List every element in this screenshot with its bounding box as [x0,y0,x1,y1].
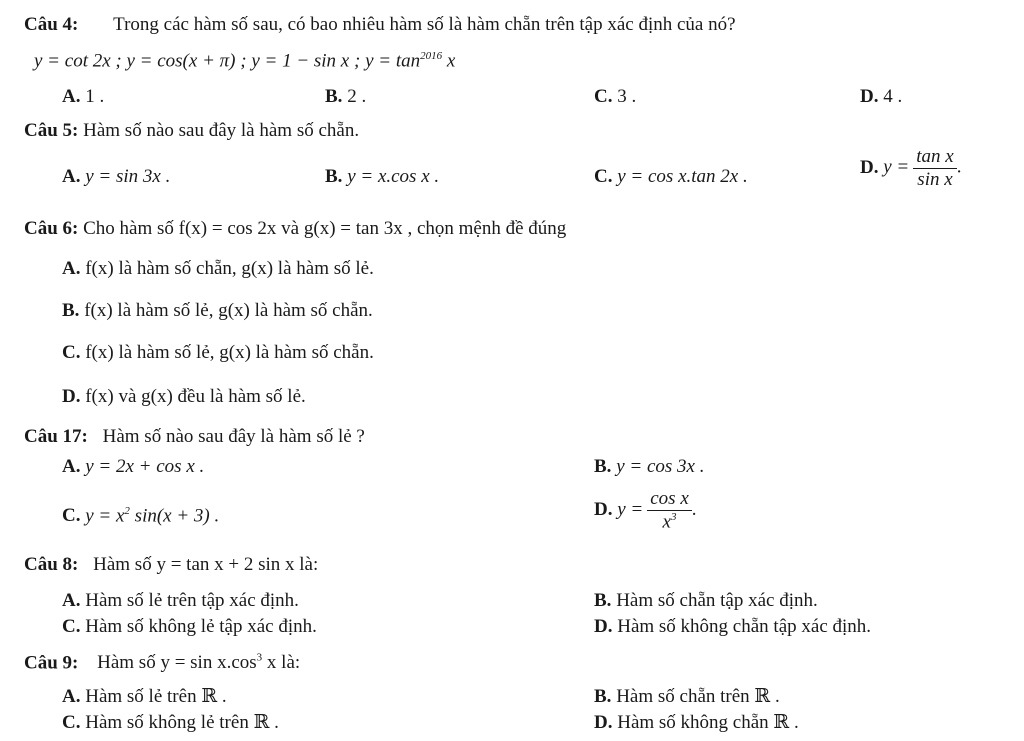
question-17 [24,426,365,449]
option-text: y = x.cos x . [347,166,440,187]
option-label: B. [325,166,343,187]
question-9-text-pre: Hàm số y = sin x.cos [97,652,257,674]
option-label: B. [594,456,612,477]
question-4-text: Trong các hàm số sau, có bao nhiêu hàm số là hàm chẵn trên tập xác định của nó? [113,14,736,35]
q5-option-c[interactable] [594,166,748,189]
fraction-numerator: tan x [913,146,956,169]
fraction [913,146,956,191]
q6-option-c[interactable] [62,342,374,365]
option-label: D. [594,712,613,733]
option-text: Hàm số chẵn tập xác định. [616,590,818,611]
denominator-base: x [662,511,671,533]
option-label: A. [62,686,81,707]
q17-option-b[interactable] [594,456,704,479]
option-suffix: . [691,498,697,520]
option-text: Hàm số chẵn trên ℝ . [616,686,780,707]
option-label: C. [62,505,81,527]
functions-list: y = cot 2x ; y = cos(x + π) ; y = 1 − sin x ; y = tan [34,50,421,72]
q5-option-d[interactable] [860,146,961,191]
question-9 [24,652,300,675]
denominator-exponent: 3 [670,510,677,523]
question-9-text [97,652,300,673]
question-5-label: Câu 5: [24,120,79,141]
question-9-label: Câu 9: [24,652,79,674]
fraction-denominator: sin x [917,168,953,190]
q8-option-a[interactable] [62,590,299,613]
q9-option-a[interactable] [62,686,227,709]
q6-option-a[interactable] [62,258,374,281]
option-text: y = sin 3x . [85,166,171,187]
q17-option-c[interactable] [62,505,219,528]
q9-option-c[interactable] [62,712,279,735]
q5-option-a[interactable] [62,166,170,189]
option-text: 4 . [883,86,903,107]
option-label: B. [594,686,612,707]
q4-option-a[interactable] [62,86,104,109]
option-label: D. [594,498,613,520]
option-label: C. [62,342,81,363]
option-label: A. [62,86,81,107]
option-text: f(x) là hàm số lẻ, g(x) là hàm số chẵn. [84,300,373,321]
q8-option-d[interactable] [594,616,871,639]
option-label: D. [860,86,879,107]
q4-option-d[interactable] [860,86,902,109]
q4-option-b[interactable] [325,86,366,109]
functions-exponent: 2016 [420,50,443,62]
question-8-text: Hàm số y = tan x + 2 sin x là: [93,554,319,575]
option-text: 1 . [85,86,105,107]
functions-tail: x [442,50,456,72]
option-text: f(x) là hàm số lẻ, g(x) là hàm số chẵn. [85,342,374,363]
q5-option-b[interactable] [325,166,439,189]
option-label: A. [62,456,81,477]
option-exponent: 2 [124,505,130,517]
q9-option-b[interactable] [594,686,780,709]
q17-option-a[interactable] [62,456,204,479]
option-label: B. [594,590,612,611]
fraction-denominator [647,511,692,533]
option-label: C. [594,166,613,187]
fraction-numerator: cos x [647,488,692,511]
option-label: C. [62,616,81,637]
option-label: C. [62,712,81,733]
option-label: C. [594,86,613,107]
question-5-text: Hàm số nào sau đây là hàm số chẵn. [83,120,360,141]
option-text: Hàm số lẻ trên tập xác định. [85,590,299,611]
option-text: Hàm số không lẻ tập xác định. [85,616,317,637]
fraction [647,488,692,533]
option-label: A. [62,590,81,611]
question-4 [24,14,736,37]
question-9-exponent: 3 [256,652,263,664]
option-text: y = cos x.tan 2x . [617,166,748,187]
q4-option-c[interactable] [594,86,636,109]
option-text: y = 2x + cos x . [85,456,205,477]
option-label: D. [62,386,81,407]
q6-option-b[interactable] [62,300,373,323]
option-text: f(x) là hàm số chẵn, g(x) là hàm số lẻ. [85,258,374,279]
option-text: 2 . [347,86,367,107]
q6-option-d[interactable] [62,386,306,409]
option-label: A. [62,258,81,279]
q8-option-b[interactable] [594,590,818,613]
option-prefix: y = x [85,505,125,527]
option-text: Hàm số không lẻ trên ℝ . [85,712,279,733]
option-text: Hàm số lẻ trên ℝ . [85,686,227,707]
option-text: f(x) và g(x) đều là hàm số lẻ. [85,386,306,407]
option-text: Hàm số không chẵn tập xác định. [617,616,872,637]
question-6-label: Câu 6: [24,218,79,239]
q17-option-d[interactable] [594,488,697,533]
question-4-functions [34,50,455,73]
option-prefix: y = [617,498,644,520]
option-label: B. [325,86,343,107]
option-suffix: sin(x + 3) . [129,505,220,527]
question-6 [24,218,566,241]
question-17-label: Câu 17: [24,426,88,447]
option-label: A. [62,166,81,187]
option-text: Hàm số không chẵn ℝ . [617,712,799,733]
question-9-text-post: x là: [262,652,301,674]
option-label: D. [594,616,613,637]
question-5 [24,120,359,143]
question-6-text: Cho hàm số f(x) = cos 2x và g(x) = tan 3x , chọn mệnh đề đúng [83,218,567,239]
option-prefix: y = [883,156,910,178]
question-8 [24,554,318,577]
q8-option-c[interactable] [62,616,317,639]
question-17-text: Hàm số nào sau đây là hàm số lẻ ? [102,426,365,447]
question-4-label: Câu 4: [24,14,79,35]
question-8-label: Câu 8: [24,554,79,575]
option-label: B. [62,300,80,321]
option-text: 3 . [617,86,637,107]
q9-option-d[interactable] [594,712,799,735]
option-text: y = cos 3x . [616,456,705,477]
option-suffix: . [956,156,962,178]
option-label: D. [860,156,879,178]
